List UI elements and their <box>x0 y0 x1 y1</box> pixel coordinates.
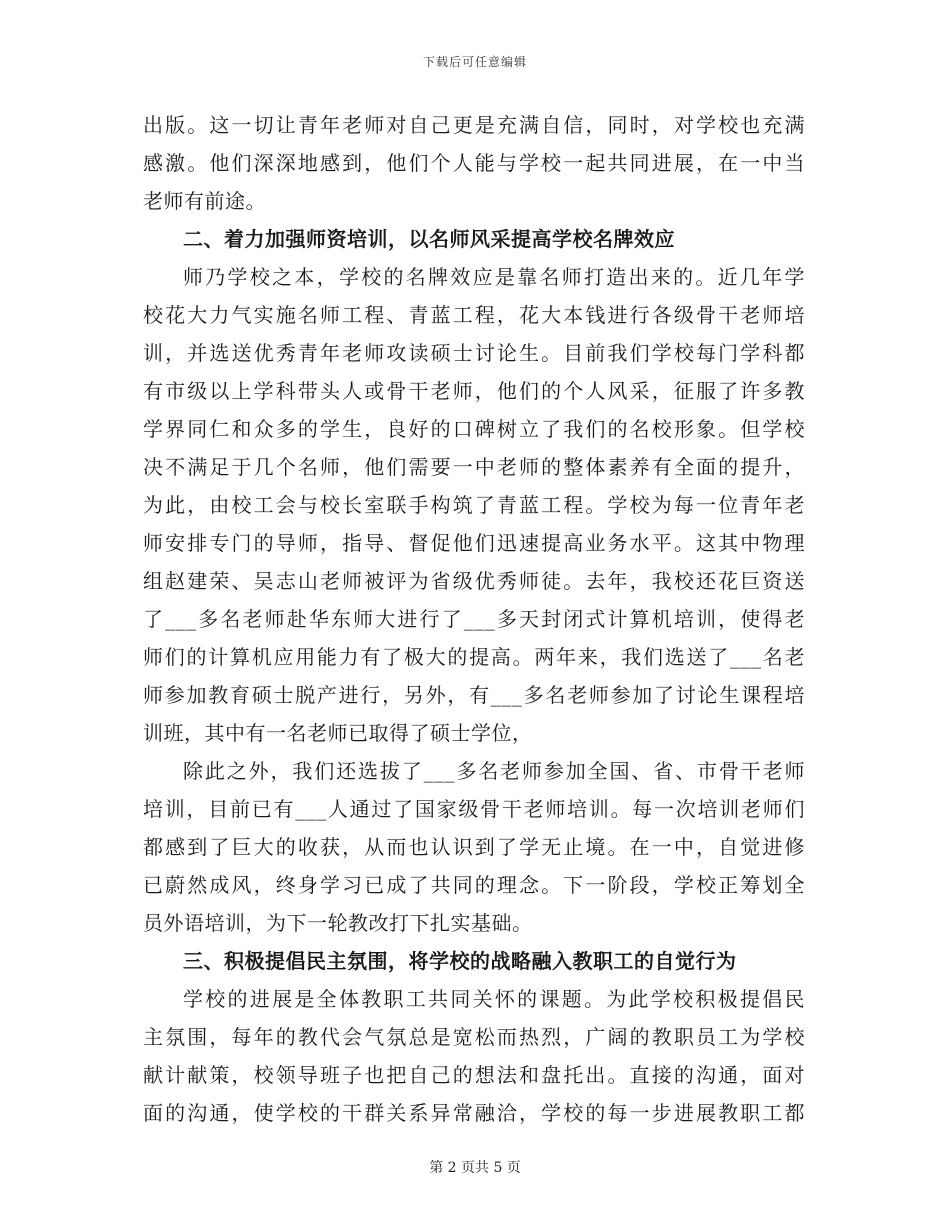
paragraph-line: 为此，由校工会与校长室联手构筑了青蓝工程。学校为每一位青年老 <box>143 493 805 517</box>
paragraph-line: 师参加教育硕士脱产进行，另外，有___多名老师参加了讨论生课程培 <box>143 683 805 707</box>
paragraph-line: 除此之外，我们还选拔了___多名老师参加全国、省、市骨干老师 <box>183 759 805 783</box>
paragraph-line: 培训，目前已有___人通过了国家级骨干老师培训。每一次培训老师们 <box>143 797 805 821</box>
paragraph-line: 组赵建荣、吴志山老师被评为省级优秀师徒。去年，我校还花巨资送 <box>143 569 805 593</box>
document-body <box>143 106 805 1132</box>
section-heading: 三、积极提倡民主氛围，将学校的战略融入教职工的自觉行为 <box>183 949 737 973</box>
paragraph-line: 献计献策，校领导班子也把自己的想法和盘托出。直接的沟通，面对 <box>143 1063 805 1087</box>
paragraph-line: 面的沟通，使学校的干群关系异常融洽，学校的每一步进展教职工都 <box>143 1101 805 1125</box>
page-header: 下载后可任意编辑 <box>422 55 527 69</box>
paragraph-line: 感激。他们深深地感到，他们个人能与学校一起共同进展，在一中当 <box>143 151 805 175</box>
paragraph-line: 训班，其中有一名老师已取得了硕士学位， <box>143 721 533 745</box>
paragraph-line: 决不满足于几个名师，他们需要一中老师的整体素养有全面的提升， <box>143 455 805 479</box>
paragraph-line: 学校的进展是全体教职工共同关怀的课题。为此学校积极提倡民 <box>183 987 805 1011</box>
paragraph-line: 老师有前途。 <box>143 189 266 213</box>
paragraph-line: 校花大力气实施名师工程、青蓝工程，花大本钱进行各级骨干老师培 <box>143 303 805 327</box>
paragraph-line: 师安排专门的导师，指导、督促他们迅速提高业务水平。这其中物理 <box>143 531 805 555</box>
paragraph-line: 都感到了巨大的收获，从而也认识到了学无止境。在一中，自觉进修 <box>143 835 805 859</box>
paragraph-line: 主氛围，每年的教代会气氛总是宽松而热烈，广阔的教职员工为学校 <box>143 1025 805 1049</box>
paragraph-line: 师们的计算机应用能力有了极大的提高。两年来，我们选送了___名老 <box>143 645 805 669</box>
paragraph-line: 有市级以上学科带头人或骨干老师，他们的个人风采，征服了许多教 <box>143 379 805 403</box>
paragraph-line: 了___多名老师赴华东师大进行了___多天封闭式计算机培训，使得老 <box>143 607 805 631</box>
page-footer: 第 2 页共 5 页 <box>429 1160 521 1176</box>
paragraph-line: 训，并选送优秀青年老师攻读硕士讨论生。目前我们学校每门学科都 <box>143 341 805 365</box>
paragraph-line: 已蔚然成风，终身学习已成了共同的理念。下一阶段，学校正筹划全 <box>143 873 805 897</box>
paragraph-line: 出版。这一切让青年老师对自己更是充满自信，同时，对学校也充满 <box>143 113 805 137</box>
paragraph-line: 师乃学校之本，学校的名牌效应是靠名师打造出来的。近几年学 <box>183 265 805 289</box>
section-heading: 二、着力加强师资培训，以名师风采提高学校名牌效应 <box>183 227 675 251</box>
paragraph-line: 员外语培训，为下一轮教改打下扎实基础。 <box>143 911 533 935</box>
paragraph-line: 学界同仁和众多的学生，良好的口碑树立了我们的名校形象。但学校 <box>143 417 805 441</box>
